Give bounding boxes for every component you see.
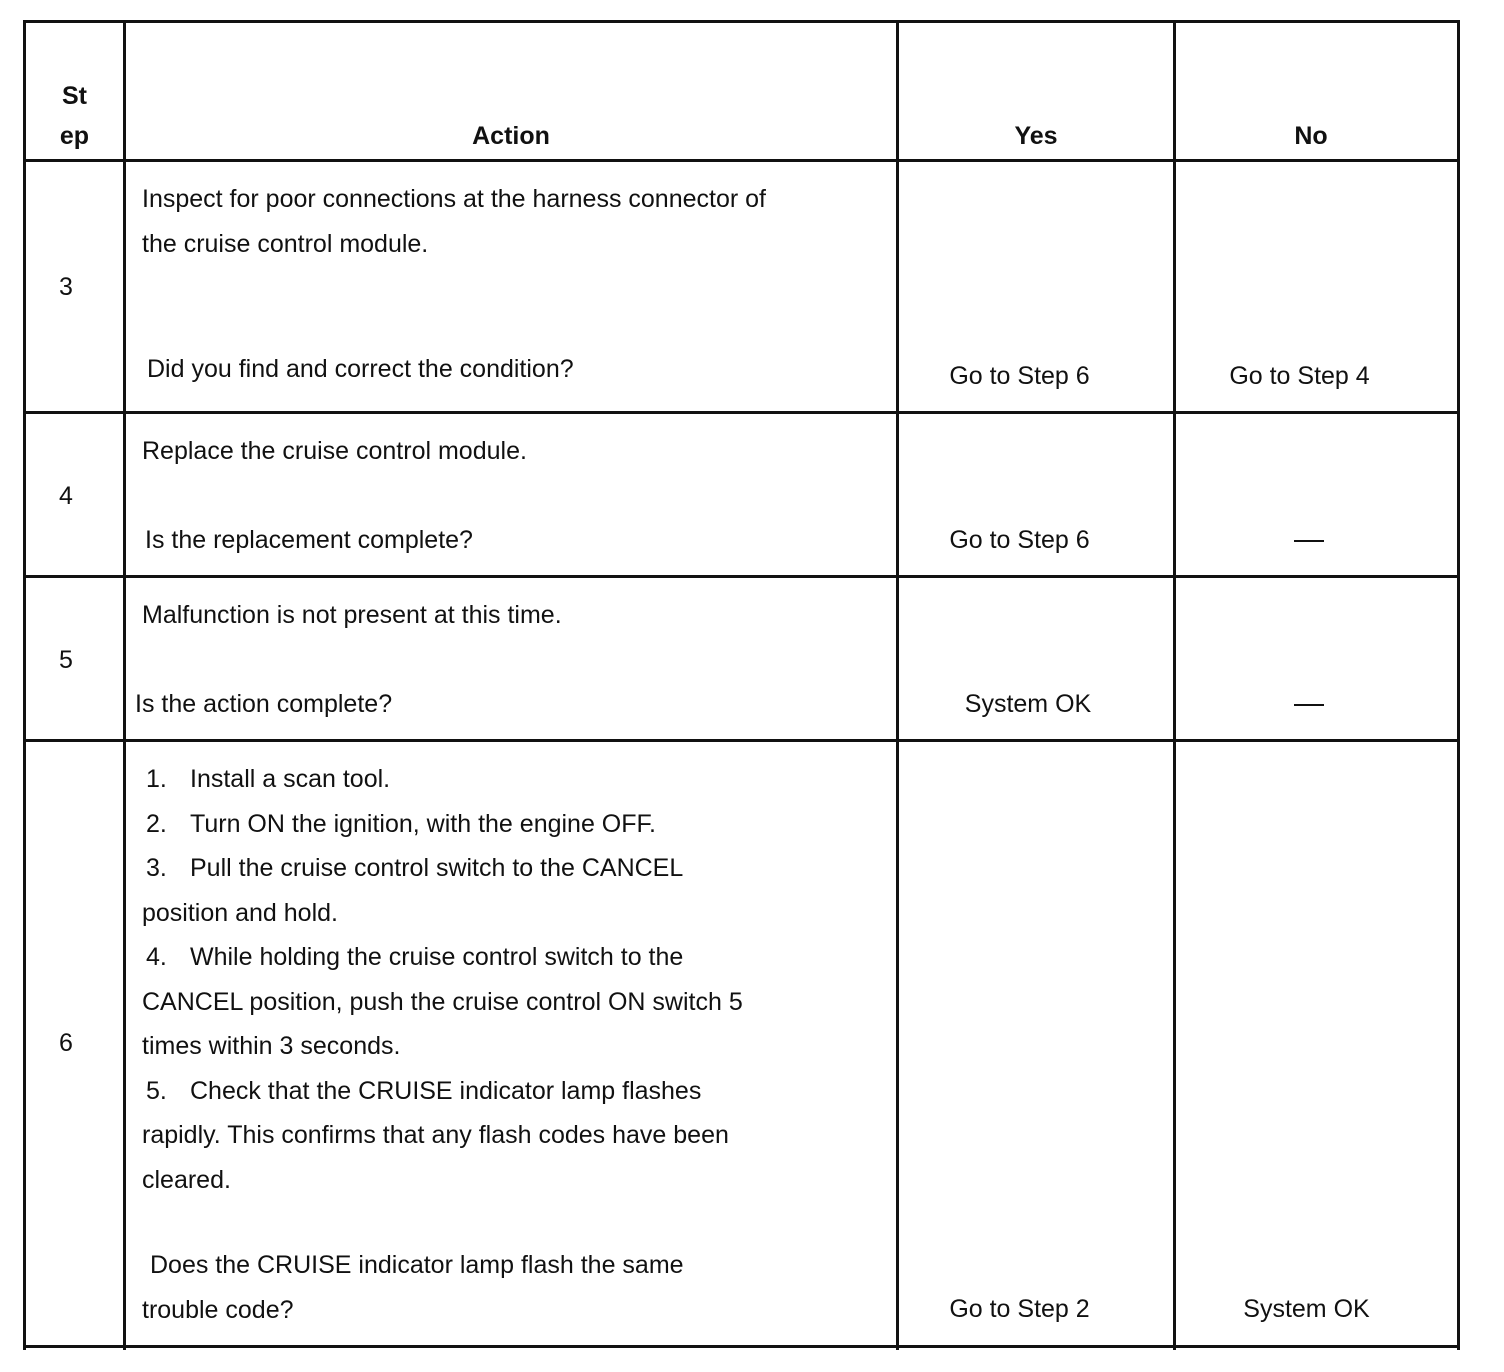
list-item-text: Turn ON the ignition, with the engine OFF. bbox=[190, 809, 656, 838]
action-question: Is the replacement complete? bbox=[145, 526, 473, 554]
step-number: 3 bbox=[59, 273, 73, 301]
header-step-line-1: St bbox=[62, 82, 87, 110]
list-item-number: 3. bbox=[146, 854, 167, 882]
header-step-line-2: ep bbox=[59, 122, 90, 150]
header-yes: Yes bbox=[1014, 122, 1058, 150]
list-item-text: Install a scan tool. bbox=[190, 765, 391, 793]
list-item-number: 2. bbox=[146, 809, 167, 838]
header-action: Action bbox=[472, 122, 550, 150]
row-divider bbox=[23, 159, 1460, 162]
list-item-continuation: position and hold. bbox=[142, 898, 338, 927]
step-number: 4 bbox=[59, 482, 73, 510]
list-item-text: Pull the cruise control switch to the CANCEL bbox=[190, 854, 684, 882]
list-item-continuation: times within 3 seconds. bbox=[142, 1032, 401, 1060]
column-divider bbox=[123, 20, 126, 1350]
list-item bbox=[142, 935, 743, 980]
list-item-continuation: cleared. bbox=[142, 1165, 231, 1194]
action-line: Malfunction is not present at this time. bbox=[142, 601, 562, 629]
action-line: Inspect for poor connections at the harness connector of bbox=[142, 185, 766, 213]
no-result bbox=[1176, 526, 1442, 555]
row-divider bbox=[23, 575, 1460, 578]
action-steps bbox=[142, 757, 743, 1202]
action-question bbox=[142, 1243, 684, 1332]
list-item-number: 1. bbox=[146, 765, 167, 793]
header-no: No bbox=[1294, 122, 1328, 150]
action-line: Replace the cruise control module. bbox=[142, 437, 527, 465]
action-text bbox=[142, 429, 527, 474]
row-divider bbox=[23, 739, 1460, 742]
action-text bbox=[142, 593, 562, 638]
yes-result: System OK bbox=[964, 690, 1092, 718]
step-number: 6 bbox=[59, 1029, 73, 1057]
list-item bbox=[142, 1069, 743, 1114]
list-item-number: 4. bbox=[146, 943, 167, 971]
row-divider bbox=[23, 411, 1460, 414]
no-result: System OK bbox=[1243, 1295, 1370, 1323]
yes-result: Go to Step 6 bbox=[949, 362, 1090, 390]
list-item bbox=[142, 846, 743, 891]
list-item-text: While holding the cruise control switch to the bbox=[190, 943, 684, 971]
header-step bbox=[26, 76, 123, 156]
step-number: 5 bbox=[59, 646, 73, 674]
dash-icon bbox=[1294, 704, 1324, 706]
question-line: trouble code? bbox=[142, 1295, 294, 1324]
list-item-continuation: rapidly. This confirms that any flash codes have been bbox=[142, 1121, 729, 1149]
action-question: Is the action complete? bbox=[135, 690, 393, 718]
list-item-number: 5. bbox=[146, 1076, 167, 1105]
list-item bbox=[142, 757, 743, 802]
action-line: the cruise control module. bbox=[142, 229, 429, 258]
no-result: Go to Step 4 bbox=[1229, 362, 1370, 390]
row-divider bbox=[23, 1345, 1460, 1348]
yes-result: Go to Step 2 bbox=[949, 1295, 1090, 1323]
list-item-text: Check that the CRUISE indicator lamp flashes bbox=[190, 1076, 702, 1105]
action-question: Did you find and correct the condition? bbox=[147, 355, 574, 383]
dash-icon bbox=[1294, 540, 1324, 542]
question-line: Does the CRUISE indicator lamp flash the same bbox=[150, 1251, 684, 1279]
column-divider bbox=[1173, 20, 1176, 1350]
list-item-continuation: CANCEL position, push the cruise control ON switch 5 bbox=[142, 987, 743, 1016]
column-divider bbox=[896, 20, 899, 1350]
list-item bbox=[142, 802, 743, 847]
no-result bbox=[1176, 690, 1442, 719]
yes-result: Go to Step 6 bbox=[949, 526, 1090, 554]
action-text bbox=[142, 177, 766, 266]
